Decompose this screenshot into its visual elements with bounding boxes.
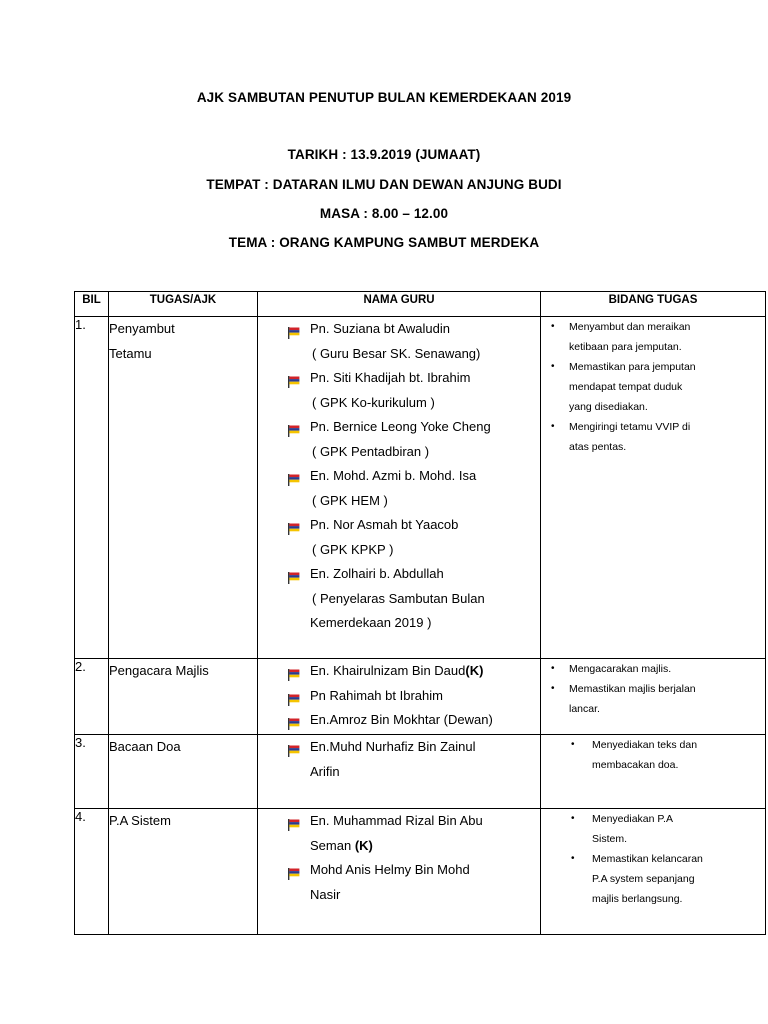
duty-text: Mengiringi tetamu VVIP di [569, 421, 691, 433]
list-item [541, 357, 765, 417]
duty-text: yang disediakan. [569, 401, 648, 413]
bullet-icon: • [551, 361, 555, 372]
duty-cell [541, 317, 766, 659]
duty-text: Memastikan para jemputan [569, 361, 696, 373]
list-item [258, 858, 540, 907]
teacher-names-cell [258, 659, 541, 735]
list-item [541, 659, 765, 679]
task-label: Pengacara Majlis [109, 663, 209, 678]
column-header-duty: BIDANG TUGAS [541, 292, 766, 317]
committee-table [74, 291, 766, 935]
event-venue: TEMPAT : DATARAN ILMU DAN DEWAN ANJUNG BUDI [206, 177, 562, 192]
bullet-icon: • [571, 853, 575, 864]
teacher-name: En. Khairulnizam Bin Daud [310, 663, 466, 678]
teacher-name-cont: Seman [310, 837, 355, 853]
teacher-names-cell [258, 809, 541, 935]
table-header-row [75, 292, 766, 317]
list-item [541, 679, 765, 719]
list-item [258, 809, 540, 858]
task-cell [109, 317, 258, 659]
bullet-icon: • [571, 813, 575, 824]
list-item [541, 849, 765, 909]
task-cell [109, 659, 258, 735]
flag-bullet-icon [287, 568, 301, 580]
task-label: P.A Sistem [109, 813, 171, 828]
flag-bullet-icon [287, 690, 301, 702]
list-item [258, 366, 540, 415]
flag-bullet-icon [287, 815, 301, 827]
duty-text: Sistem. [592, 833, 628, 845]
column-header-task: TUGAS/AJK [109, 292, 258, 317]
list-item [258, 464, 540, 513]
flag-bullet-icon [287, 470, 301, 482]
duty-list [541, 809, 765, 909]
list-item [258, 659, 540, 684]
duty-text: lancar. [569, 703, 600, 715]
list-item [541, 317, 765, 357]
list-item [258, 513, 540, 562]
list-item [541, 735, 765, 775]
duty-text: Memastikan kelancaran [592, 853, 703, 865]
duty-text: atas pentas. [569, 441, 627, 453]
flag-bullet-icon [287, 323, 301, 335]
row-number: 1. [75, 317, 109, 659]
teacher-names-cell [258, 735, 541, 809]
table-row [75, 735, 766, 809]
teacher-name-cont: Nasir [310, 886, 341, 902]
teacher-role: ( GPK Pentadbiran ) [312, 443, 430, 459]
list-item [258, 317, 540, 366]
duty-text: Menyediakan teks dan [592, 739, 698, 751]
task-cell [109, 809, 258, 935]
teacher-role: ( Guru Besar SK. Senawang) [312, 345, 481, 361]
coordinator-marker: (K) [465, 663, 484, 678]
teacher-name: En. Mohd. Azmi b. Mohd. Isa [310, 468, 477, 483]
teacher-name: Pn. Bernice Leong Yoke Cheng [310, 419, 491, 434]
duty-text: Memastikan majlis berjalan [569, 683, 696, 695]
table-row [75, 317, 766, 659]
teacher-name: En.Amroz Bin Mokhtar (Dewan) [310, 712, 493, 727]
list-item [258, 684, 540, 709]
duty-list [541, 317, 765, 457]
column-header-teacher-name: NAMA GURU [258, 292, 541, 317]
teacher-name: En.Muhd Nurhafiz Bin Zainul [310, 739, 476, 754]
teacher-role: ( GPK HEM ) [312, 492, 388, 508]
duty-cell [541, 659, 766, 735]
teacher-role: Kemerdekaan 2019 ) [310, 615, 432, 630]
teacher-name: Pn. Suziana bt Awaludin [310, 321, 450, 336]
teacher-name: Mohd Anis Helmy Bin Mohd [310, 862, 470, 877]
list-item [258, 562, 540, 636]
bullet-icon: • [551, 683, 555, 694]
event-time: MASA : 8.00 – 12.00 [319, 206, 449, 221]
duty-list [541, 659, 765, 719]
duty-cell [541, 735, 766, 809]
task-cell [109, 735, 258, 809]
flag-bullet-icon [287, 714, 301, 726]
list-item [541, 417, 765, 457]
teacher-role: ( GPK Ko-kurikulum ) [312, 394, 435, 410]
list-item [258, 735, 540, 784]
bullet-icon: • [551, 663, 555, 674]
list-item [258, 415, 540, 464]
duty-text: Menyediakan P.A [592, 813, 673, 825]
row-number: 4. [75, 809, 109, 935]
list-item [258, 708, 540, 733]
task-label: Bacaan Doa [109, 739, 181, 754]
flag-bullet-icon [287, 519, 301, 531]
teacher-name-cont: Arifin [310, 763, 340, 779]
column-header-bil: BIL [75, 292, 109, 317]
task-label: Penyambut [109, 321, 175, 336]
duty-text: Menyambut dan meraikan [569, 321, 691, 333]
table-row [75, 809, 766, 935]
teacher-name: Pn. Nor Asmah bt Yaacob [310, 517, 459, 532]
teacher-name: Pn Rahimah bt Ibrahim [310, 687, 443, 703]
event-date: TARIKH : 13.9.2019 (JUMAAT) [287, 147, 481, 162]
table-row [75, 659, 766, 735]
flag-bullet-icon [287, 665, 301, 677]
teacher-name: En. Zolhairi b. Abdullah [310, 566, 444, 581]
teacher-role: ( GPK KPKP ) [312, 541, 394, 557]
duty-text: mendapat tempat duduk [569, 381, 683, 393]
event-theme: TEMA : ORANG KAMPUNG SAMBUT MERDEKA [228, 235, 540, 250]
bullet-icon: • [551, 321, 555, 332]
duty-text: ketibaan para jemputan. [569, 341, 682, 353]
bullet-icon: • [551, 421, 555, 432]
row-number: 3. [75, 735, 109, 809]
flag-bullet-icon [287, 741, 301, 753]
duty-cell [541, 809, 766, 935]
duty-text: membacakan doa. [592, 759, 679, 771]
document-title: AJK SAMBUTAN PENUTUP BULAN KEMERDEKAAN 2019 [196, 90, 572, 105]
flag-bullet-icon [287, 864, 301, 876]
coordinator-marker: (K) [354, 837, 373, 853]
row-number: 2. [75, 659, 109, 735]
flag-bullet-icon [287, 421, 301, 433]
duty-text: majlis berlangsung. [592, 893, 683, 905]
teacher-role: ( Penyelaras Sambutan Bulan [312, 590, 485, 606]
teacher-name: Pn. Siti Khadijah bt. Ibrahim [310, 370, 471, 385]
flag-bullet-icon [287, 372, 301, 384]
teacher-names-cell [258, 317, 541, 659]
bullet-icon: • [571, 739, 575, 750]
duty-list [541, 735, 765, 775]
list-item [541, 809, 765, 849]
task-label: Tetamu [109, 345, 152, 361]
teacher-name: En. Muhammad Rizal Bin Abu [310, 813, 483, 828]
duty-text: Mengacarakan majlis. [569, 663, 672, 675]
duty-text: P.A system sepanjang [592, 873, 695, 885]
